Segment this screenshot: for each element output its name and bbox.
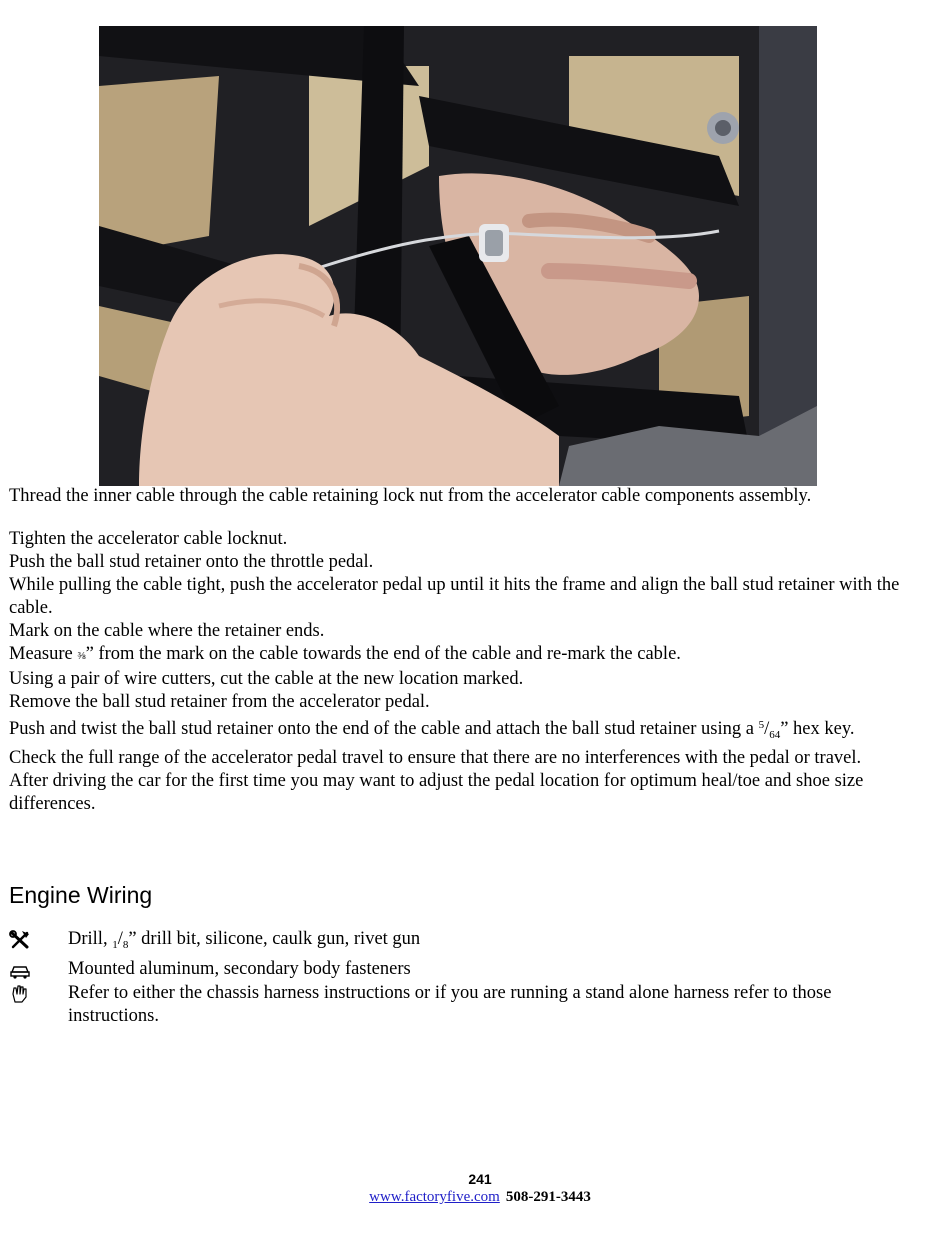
tools-num: 1: [112, 939, 118, 951]
hand-icon: [9, 984, 31, 1004]
step-attach-pre: Push and twist the ball stud retainer onto the end of the cable and attach the ball stud retainer using a: [9, 719, 759, 739]
step-adjust-pedal: After driving the car for the first time you may want to adjust the pedal location for optimum heal/toe and shoe size differences.: [9, 771, 864, 814]
step-attach-retainer: [9, 714, 914, 747]
photo-illustration: [99, 26, 817, 486]
tools-post: ” drill bit, silicone, caulk gun, rivet gun: [128, 929, 421, 949]
step-attach-post: ” hex key.: [780, 719, 855, 739]
tools-pre: Drill,: [68, 929, 113, 949]
step-attach-slash: /: [764, 719, 770, 739]
note-text: Refer to either the chassis harness instructions or if you are running a stand alone harness refer to those instructions.: [68, 983, 832, 1026]
page-footer: [0, 1170, 950, 1207]
tools-slash: /: [117, 929, 123, 949]
instruction-steps: [9, 528, 914, 816]
requirements-list: [9, 928, 914, 1029]
website-link[interactable]: www.factoryfive.com: [369, 1189, 500, 1205]
step-attach-den: 64: [769, 729, 781, 741]
section-heading: Engine Wiring: [9, 882, 153, 908]
step-check-range: Check the full range of the accelerator pedal travel to ensure that there are no interferences with the pedal or travel.: [9, 748, 862, 768]
tools-row: [9, 928, 914, 957]
step-mark-cable: Mark on the cable where the retainer ends.: [9, 621, 325, 641]
step-measure-pre: Measure: [9, 644, 78, 664]
tools-icon: [9, 930, 31, 950]
parts-text: Mounted aluminum, secondary body fasteners: [68, 959, 411, 979]
step-remove-retainer: Remove the ball stud retainer from the accelerator pedal.: [9, 692, 430, 712]
car-icon: [9, 960, 31, 980]
page-number: 241: [468, 1171, 492, 1187]
footer-contact: [10, 1188, 950, 1207]
step-cut-cable: Using a pair of wire cutters, cut the cable at the new location marked.: [9, 669, 524, 689]
parts-row: [9, 958, 914, 981]
step-tighten-locknut: Tighten the accelerator cable locknut.: [9, 529, 288, 549]
step-align-retainer: While pulling the cable tight, push the accelerator pedal up until it hits the frame and align the ball stud retainer with the cable.: [9, 575, 900, 618]
photo-caption: Thread the inner cable through the cable retaining lock nut from the accelerator cable components assembly.: [9, 486, 812, 506]
step-measure-post: ” from the mark on the cable towards the end of the cable and re-mark the cable.: [85, 644, 681, 664]
step-push-retainer: Push the ball stud retainer onto the throttle pedal.: [9, 552, 374, 572]
step-measure-fraction: ⅜: [77, 650, 86, 662]
tools-text: [68, 928, 914, 957]
instruction-photo: [99, 26, 817, 486]
step-measure: [9, 643, 914, 668]
phone-number: 508-291-3443: [505, 1189, 591, 1205]
note-row: [9, 982, 914, 1028]
tools-den: 8: [122, 939, 129, 951]
step-attach-num: 5: [758, 719, 765, 731]
